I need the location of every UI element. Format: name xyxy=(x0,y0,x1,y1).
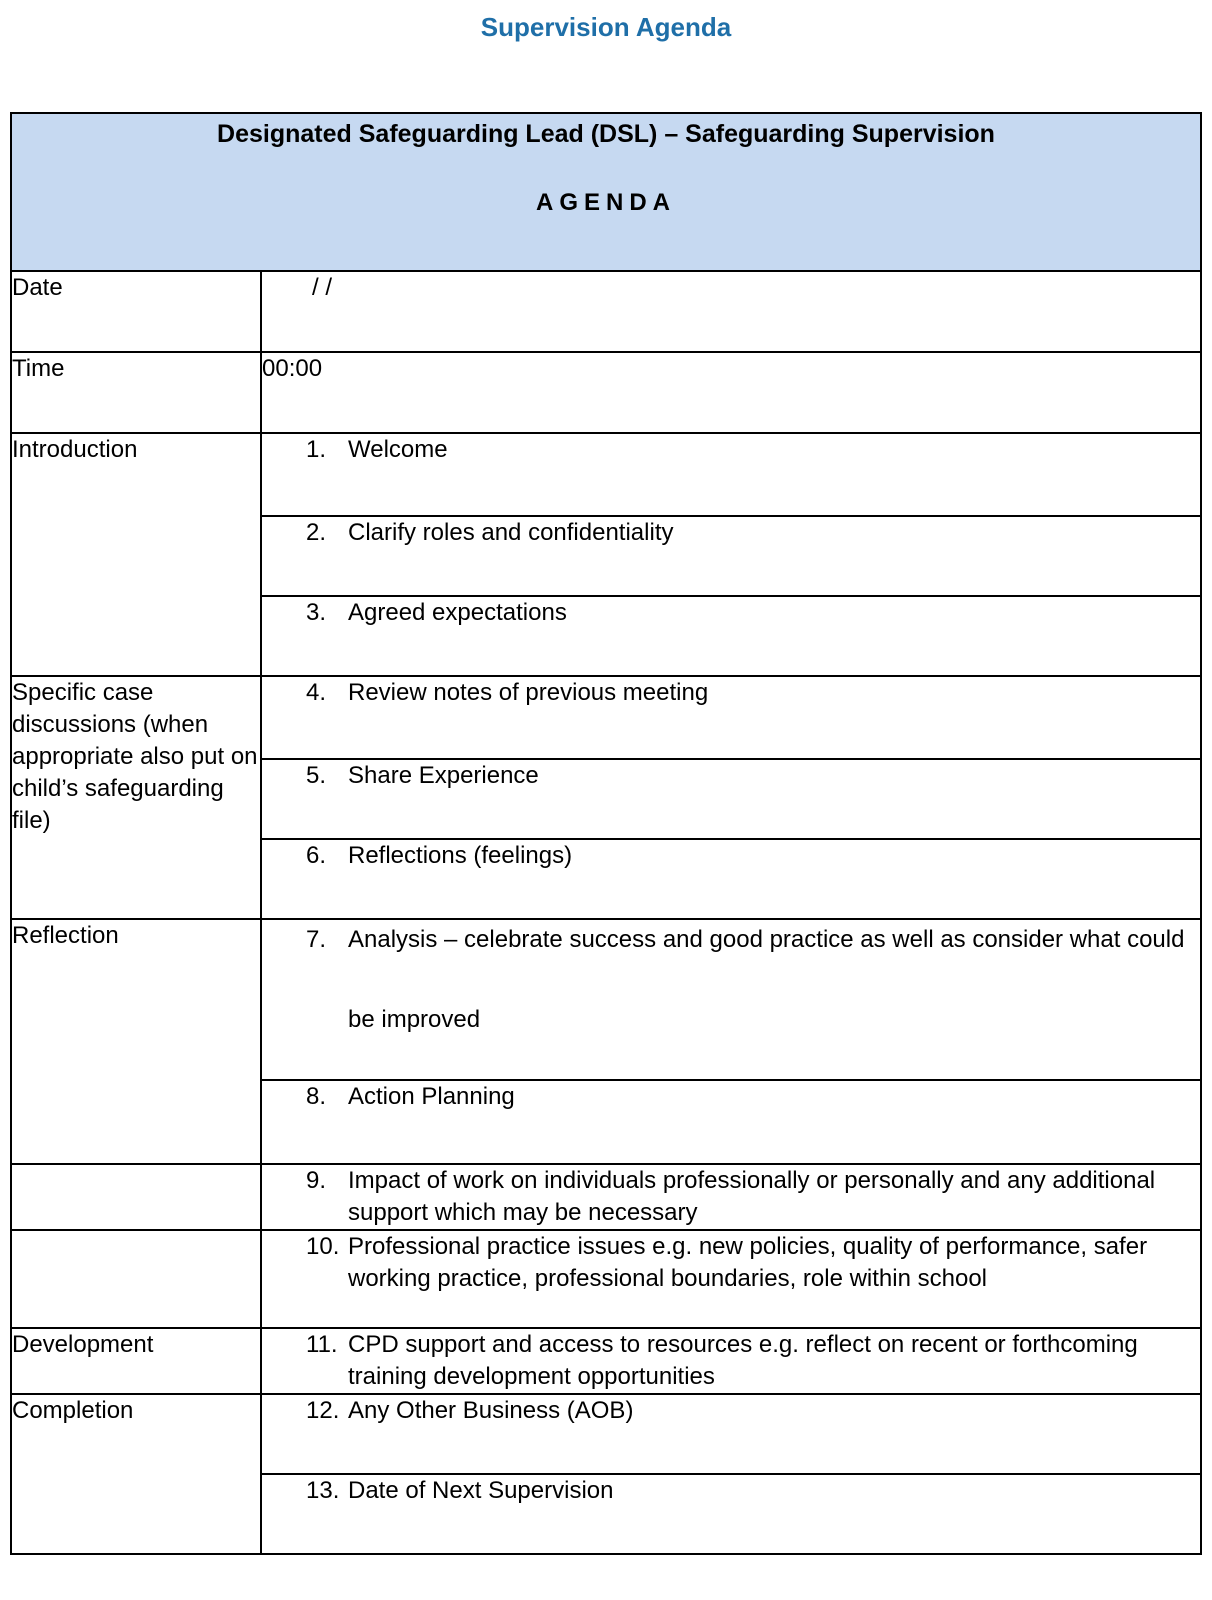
agenda-row xyxy=(11,676,1201,759)
item-number: 11. xyxy=(306,1331,338,1358)
agenda-item-13 xyxy=(261,1474,1201,1554)
item-number: 3. xyxy=(306,599,327,626)
item-text: Professional practice issues e.g. new policies, quality of performance, safer working practice, professional boundaries, role within school xyxy=(348,1233,1148,1292)
item-text: Clarify roles and confidentiality xyxy=(348,519,674,546)
header-cell xyxy=(11,113,1201,271)
item-number: 7. xyxy=(306,926,327,953)
item-number: 1. xyxy=(306,436,327,463)
agenda-item-9 xyxy=(261,1164,1201,1230)
agenda-item-4 xyxy=(261,676,1201,759)
agenda-item-1 xyxy=(261,433,1201,516)
agenda-row xyxy=(11,1230,1201,1328)
item-text: Action Planning xyxy=(348,1083,515,1110)
time-row xyxy=(11,352,1201,433)
item-number: 9. xyxy=(306,1167,327,1194)
item-number: 2. xyxy=(306,519,327,546)
agenda-item-3 xyxy=(261,596,1201,676)
agenda-row xyxy=(11,1328,1201,1394)
agenda-item-11 xyxy=(261,1328,1201,1394)
agenda-row xyxy=(11,1394,1201,1474)
agenda-item-12 xyxy=(261,1394,1201,1474)
agenda-table xyxy=(10,112,1202,1555)
item-number: 4. xyxy=(306,679,327,706)
item-text: CPD support and access to resources e.g. reflect on recent or forthcoming training development opportunities xyxy=(348,1331,1138,1390)
time-label: Time xyxy=(11,352,261,433)
section-reflection: Reflection xyxy=(11,919,261,1164)
agenda-row xyxy=(11,433,1201,516)
item-text: Review notes of previous meeting xyxy=(348,679,709,706)
empty-label-cell xyxy=(11,1230,261,1328)
agenda-item-10 xyxy=(261,1230,1201,1328)
agenda-label: AGENDA xyxy=(535,189,676,216)
item-number: 5. xyxy=(306,762,327,789)
agenda-heading: Designated Safeguarding Lead (DSL) – Safeguarding Supervision xyxy=(217,120,995,148)
agenda-item-8 xyxy=(261,1080,1201,1164)
item-text: Welcome xyxy=(348,436,448,463)
header-row xyxy=(11,113,1201,271)
section-completion: Completion xyxy=(11,1394,261,1554)
agenda-item-2 xyxy=(261,516,1201,596)
empty-label-cell xyxy=(11,1164,261,1230)
item-text: Impact of work on individuals professionally or personally and any additional support which may be necessary xyxy=(348,1167,1156,1226)
item-text: Reflections (feelings) xyxy=(348,842,573,869)
item-number: 10. xyxy=(306,1233,340,1260)
agenda-row xyxy=(11,919,1201,1080)
item-number: 13. xyxy=(306,1477,340,1504)
item-text: Agreed expectations xyxy=(348,599,567,626)
date-row xyxy=(11,271,1201,352)
item-number: 12. xyxy=(306,1397,340,1424)
item-text: Analysis – celebrate success and good practice as well as consider what could be improved xyxy=(348,926,1185,1033)
item-number: 8. xyxy=(306,1083,327,1110)
agenda-row xyxy=(11,1164,1201,1230)
section-development: Development xyxy=(11,1328,261,1394)
item-text: Any Other Business (AOB) xyxy=(348,1397,634,1424)
item-number: 6. xyxy=(306,842,327,869)
agenda-item-7 xyxy=(261,919,1201,1080)
time-field[interactable]: 00:00 xyxy=(261,352,1201,433)
agenda-item-5 xyxy=(261,759,1201,839)
item-text: Date of Next Supervision xyxy=(348,1477,614,1504)
item-text: Share Experience xyxy=(348,762,539,789)
date-label: Date xyxy=(11,271,261,352)
date-field[interactable]: / / xyxy=(261,271,1201,352)
section-case-discussions: Specific case discussions (when appropriate also put on child’s safeguarding file) xyxy=(11,676,261,919)
section-introduction: Introduction xyxy=(11,433,261,676)
page-title: Supervision Agenda xyxy=(480,12,732,42)
